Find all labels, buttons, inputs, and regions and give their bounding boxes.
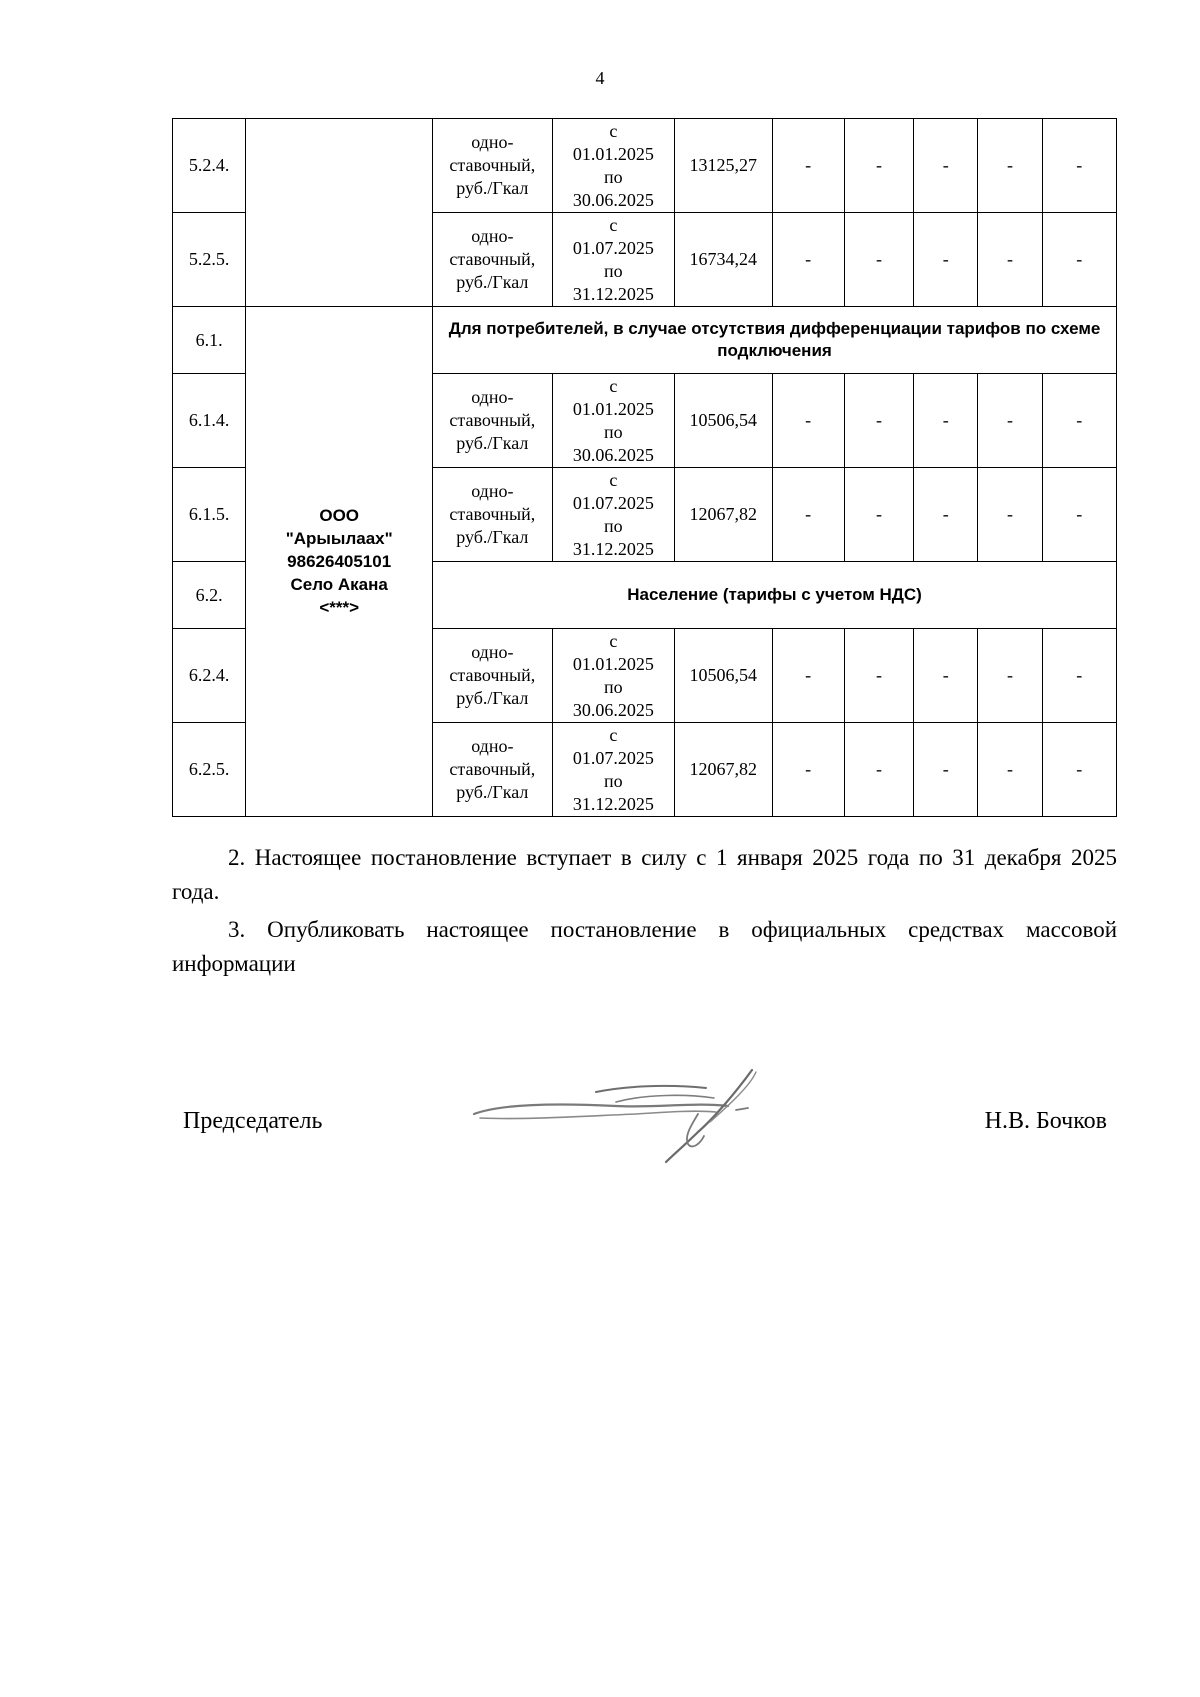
- rate-type-line: ставочный,: [449, 155, 536, 175]
- period-line: 30.06.2025: [572, 699, 654, 720]
- period-line: 30.06.2025: [572, 189, 654, 210]
- empty-value-cell: -: [978, 213, 1042, 307]
- period-line: с: [609, 724, 618, 745]
- row-number: 6.2.: [173, 562, 246, 629]
- period-line: 01.01.2025: [572, 398, 654, 419]
- signatory-title: Председатель: [183, 1108, 323, 1134]
- empty-value-cell: -: [1042, 629, 1116, 723]
- tariff-value: 12067,82: [675, 723, 772, 817]
- empty-value-cell: -: [1042, 374, 1116, 468]
- empty-value-cell: -: [978, 468, 1042, 562]
- empty-value-cell: -: [772, 374, 844, 468]
- rate-type-line: руб./Гкал: [456, 272, 529, 292]
- rate-type-line: ставочный,: [449, 410, 536, 430]
- empty-value-cell: -: [1042, 468, 1116, 562]
- period-cell: [552, 213, 675, 307]
- tariff-value: 16734,24: [675, 213, 772, 307]
- period-cell: [552, 374, 675, 468]
- period-line: с: [609, 630, 618, 651]
- page-number: 4: [595, 68, 605, 88]
- period-line: по: [604, 166, 623, 187]
- period-line: 01.07.2025: [572, 237, 654, 258]
- rate-type-line: одно-: [471, 387, 514, 407]
- rate-type-line: ставочный,: [449, 249, 536, 269]
- organization-line: 98626405101: [287, 552, 392, 571]
- period-line: с: [609, 375, 618, 396]
- empty-value-cell: -: [772, 468, 844, 562]
- rate-type-cell: [433, 119, 553, 213]
- rate-type-line: одно-: [471, 736, 514, 756]
- rate-type-line: руб./Гкал: [456, 782, 529, 802]
- empty-value-cell: -: [772, 119, 844, 213]
- organization-cell-previous: [246, 119, 433, 307]
- row-number: 6.1.: [173, 307, 246, 374]
- empty-value-cell: -: [978, 629, 1042, 723]
- rate-type-line: одно-: [471, 132, 514, 152]
- table-row: [173, 119, 1117, 213]
- period-line: по: [604, 770, 623, 791]
- row-number: 6.2.5.: [173, 723, 246, 817]
- organization-line: ООО: [319, 506, 360, 525]
- period-line: с: [609, 214, 618, 235]
- tariff-value: 10506,54: [675, 374, 772, 468]
- rate-type-line: ставочный,: [449, 759, 536, 779]
- period-line: с: [609, 469, 618, 490]
- period-line: 01.01.2025: [572, 143, 654, 164]
- empty-value-cell: -: [772, 629, 844, 723]
- row-number: 6.1.4.: [173, 374, 246, 468]
- paragraph-publication: 3. Опубликовать настоящее постановление в официальных средствах массовой информации: [172, 917, 1117, 976]
- empty-value-cell: -: [844, 629, 913, 723]
- empty-value-cell: -: [844, 119, 913, 213]
- rate-type-cell: [433, 213, 553, 307]
- rate-type-line: руб./Гкал: [456, 688, 529, 708]
- rate-type-line: одно-: [471, 481, 514, 501]
- empty-value-cell: -: [1042, 213, 1116, 307]
- empty-value-cell: -: [978, 723, 1042, 817]
- empty-value-cell: -: [772, 213, 844, 307]
- rate-type-cell: [433, 629, 553, 723]
- rate-type-line: одно-: [471, 226, 514, 246]
- period-line: с: [609, 120, 618, 141]
- tariff-value: 13125,27: [675, 119, 772, 213]
- organization-line: "Арыылаах": [285, 529, 393, 548]
- empty-value-cell: -: [772, 723, 844, 817]
- section-label: Население (тарифы с учетом НДС): [433, 562, 1117, 629]
- organization-line: <***>: [319, 598, 360, 617]
- section-label: Для потребителей, в случае отсутствия дифференциации тарифов по схеме подключения: [433, 307, 1117, 374]
- empty-value-cell: -: [914, 119, 978, 213]
- paragraph-effective-date: 2. Настоящее постановление вступает в силу с 1 января 2025 года по 31 декабря 2025 года.: [172, 845, 1117, 904]
- period-line: по: [604, 421, 623, 442]
- period-line: 31.12.2025: [572, 538, 654, 559]
- rate-type-line: руб./Гкал: [456, 527, 529, 547]
- period-line: 01.01.2025: [572, 653, 654, 674]
- period-cell: [552, 629, 675, 723]
- empty-value-cell: -: [1042, 119, 1116, 213]
- period-line: 31.12.2025: [572, 283, 654, 304]
- empty-value-cell: -: [844, 723, 913, 817]
- rate-type-cell: [433, 374, 553, 468]
- signatory-name: Н.В. Бочков: [984, 1108, 1107, 1134]
- empty-value-cell: -: [914, 723, 978, 817]
- empty-value-cell: -: [844, 374, 913, 468]
- section-row: [173, 307, 1117, 374]
- empty-value-cell: -: [978, 374, 1042, 468]
- empty-value-cell: -: [978, 119, 1042, 213]
- rate-type-line: руб./Гкал: [456, 178, 529, 198]
- period-line: по: [604, 676, 623, 697]
- row-number: 5.2.4.: [173, 119, 246, 213]
- period-line: 30.06.2025: [572, 444, 654, 465]
- tariff-value: 12067,82: [675, 468, 772, 562]
- empty-value-cell: -: [914, 374, 978, 468]
- period-line: 01.07.2025: [572, 747, 654, 768]
- handwritten-signature: [466, 1062, 786, 1166]
- period-cell: [552, 119, 675, 213]
- organization-cell: [246, 307, 433, 817]
- period-cell: [552, 723, 675, 817]
- empty-value-cell: -: [914, 213, 978, 307]
- row-number: 6.2.4.: [173, 629, 246, 723]
- empty-value-cell: -: [1042, 723, 1116, 817]
- rate-type-line: одно-: [471, 642, 514, 662]
- empty-value-cell: -: [914, 468, 978, 562]
- tariff-value: 10506,54: [675, 629, 772, 723]
- empty-value-cell: -: [844, 468, 913, 562]
- period-line: по: [604, 515, 623, 536]
- period-line: 01.07.2025: [572, 492, 654, 513]
- period-line: 31.12.2025: [572, 793, 654, 814]
- rate-type-cell: [433, 468, 553, 562]
- row-number: 5.2.5.: [173, 213, 246, 307]
- empty-value-cell: -: [914, 629, 978, 723]
- organization-line: Село Акана: [290, 575, 388, 594]
- period-cell: [552, 468, 675, 562]
- rate-type-line: ставочный,: [449, 504, 536, 524]
- tariff-table: [172, 118, 1117, 817]
- rate-type-line: ставочный,: [449, 665, 536, 685]
- rate-type-cell: [433, 723, 553, 817]
- rate-type-line: руб./Гкал: [456, 433, 529, 453]
- row-number: 6.1.5.: [173, 468, 246, 562]
- empty-value-cell: -: [844, 213, 913, 307]
- period-line: по: [604, 260, 623, 281]
